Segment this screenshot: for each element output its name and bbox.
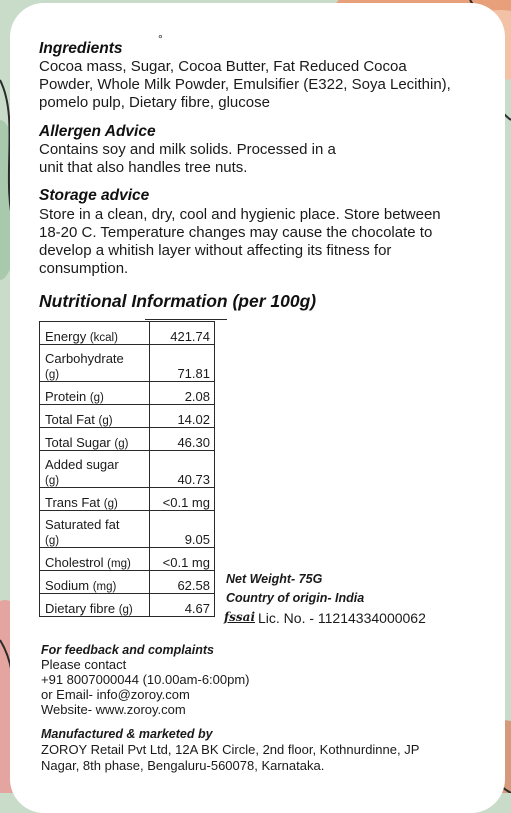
degree-mark: ° [158,32,163,46]
nutrient-unit: (g) [103,498,118,510]
nutrient-label [40,488,150,511]
nutrient-name: Total Fat [45,412,95,427]
nutrient-label [40,594,150,617]
nutrition-title: Nutritional Information (per 100g) [39,291,317,311]
nutrition-table [39,321,215,617]
nutrient-value: 62.58 [150,571,215,594]
net-weight: Net Weight- 75G [226,572,323,586]
nutrition-row [40,345,215,382]
nutrient-unit: (g) [89,392,104,404]
nutrient-value: 4.67 [150,594,215,617]
nutrient-name: Sodium [45,578,90,593]
nutrient-label [40,548,150,571]
nutrient-label [40,382,150,405]
allergen-line: unit that also handles tree nuts. [39,159,248,176]
feedback-email: or Email- info@zoroy.com [41,687,190,702]
nutrient-label [40,511,150,548]
nutrition-row [40,405,215,428]
nutrient-value: 2.08 [150,382,215,405]
nutrient-unit: (g) [114,438,129,450]
nutrition-row [40,511,215,548]
nutrition-row [40,322,215,345]
nutrient-value: <0.1 mg [150,488,215,511]
nutrient-name: Carbohydrate [45,351,124,366]
table-top-rule [145,319,227,320]
nutrient-value: 421.74 [150,322,215,345]
fssai-logo: fssai [224,610,256,624]
nutrient-label [40,451,150,488]
storage-line: develop a whitish layer without affecting its fitness for [39,242,392,259]
nutrient-name: Energy [45,329,87,344]
ingredients-heading: Ingredients [39,40,123,57]
ingredients-line: pomelo pulp, Dietary fibre, glucose [39,94,270,111]
nutrient-value: 71.81 [150,345,215,382]
nutrition-row [40,428,215,451]
nutrient-unit: (mg) [107,558,131,570]
nutrition-row [40,488,215,511]
allergen-heading: Allergen Advice [39,123,156,140]
nutrient-name: Dietary fibre [45,601,116,616]
nutrient-unit: (g) [98,415,113,427]
country-of-origin: Country of origin- India [226,591,365,605]
nutrient-name: Total Sugar [45,435,111,450]
ingredients-line: Powder, Whole Milk Powder, Emulsifier (E322, Soya Lecithin), [39,76,451,93]
nutrient-unit: (mg) [92,581,117,593]
storage-line: 18-20 C. Temperature changes may cause the chocolate to [39,224,433,241]
nutrient-unit: (g) [45,369,60,381]
nutrient-label [40,405,150,428]
nutrient-unit: (g) [118,604,133,616]
allergen-line: Contains soy and milk solids. Processed in a [39,141,336,158]
nutrient-label [40,322,150,345]
nutrient-name: Saturated fat [45,517,120,532]
nutrient-value: 9.05 [150,511,215,548]
feedback-heading: For feedback and complaints [41,643,214,657]
feedback-phone: +91 8007000044 (10.00am-6:00pm) [41,672,250,687]
feedback-line: Please contact [41,657,127,672]
manufacturer-line: Nagar, 8th phase, Bengaluru-560078, Karnataka. [41,758,325,773]
nutrient-value: 40.73 [150,451,215,488]
license-number: Lic. No. - 11214334000062 [258,610,426,626]
manufacturer-heading: Manufactured & marketed by [41,727,213,741]
nutrient-unit: (kcal) [89,332,118,344]
nutrient-label [40,428,150,451]
nutrition-row [40,451,215,488]
storage-line: consumption. [39,260,129,277]
feedback-website: Website- www.zoroy.com [41,702,186,717]
nutrient-label [40,345,150,382]
nutrition-row [40,548,215,571]
nutrition-row [40,382,215,405]
nutrient-unit: (g) [45,535,60,547]
manufacturer-line: ZOROY Retail Pvt Ltd, 12A BK Circle, 2nd floor, Kothnurdinne, JP [41,742,420,757]
nutrient-value: <0.1 mg [150,548,215,571]
nutrient-value: 46.30 [150,428,215,451]
nutrition-row [40,594,215,617]
nutrient-value: 14.02 [150,405,215,428]
ingredients-line: Cocoa mass, Sugar, Cocoa Butter, Fat Reduced Cocoa [39,58,407,75]
nutrition-row [40,571,215,594]
nutrient-name: Protein [45,389,87,404]
nutrient-name: Cholestrol [45,555,104,570]
nutrient-label [40,571,150,594]
nutrient-unit: (g) [45,475,60,487]
storage-heading: Storage advice [39,187,150,204]
storage-line: Store in a clean, dry, cool and hygienic place. Store between [39,206,441,223]
nutrient-name: Trans Fat [45,495,101,510]
nutrient-name: Added sugar [45,457,119,472]
